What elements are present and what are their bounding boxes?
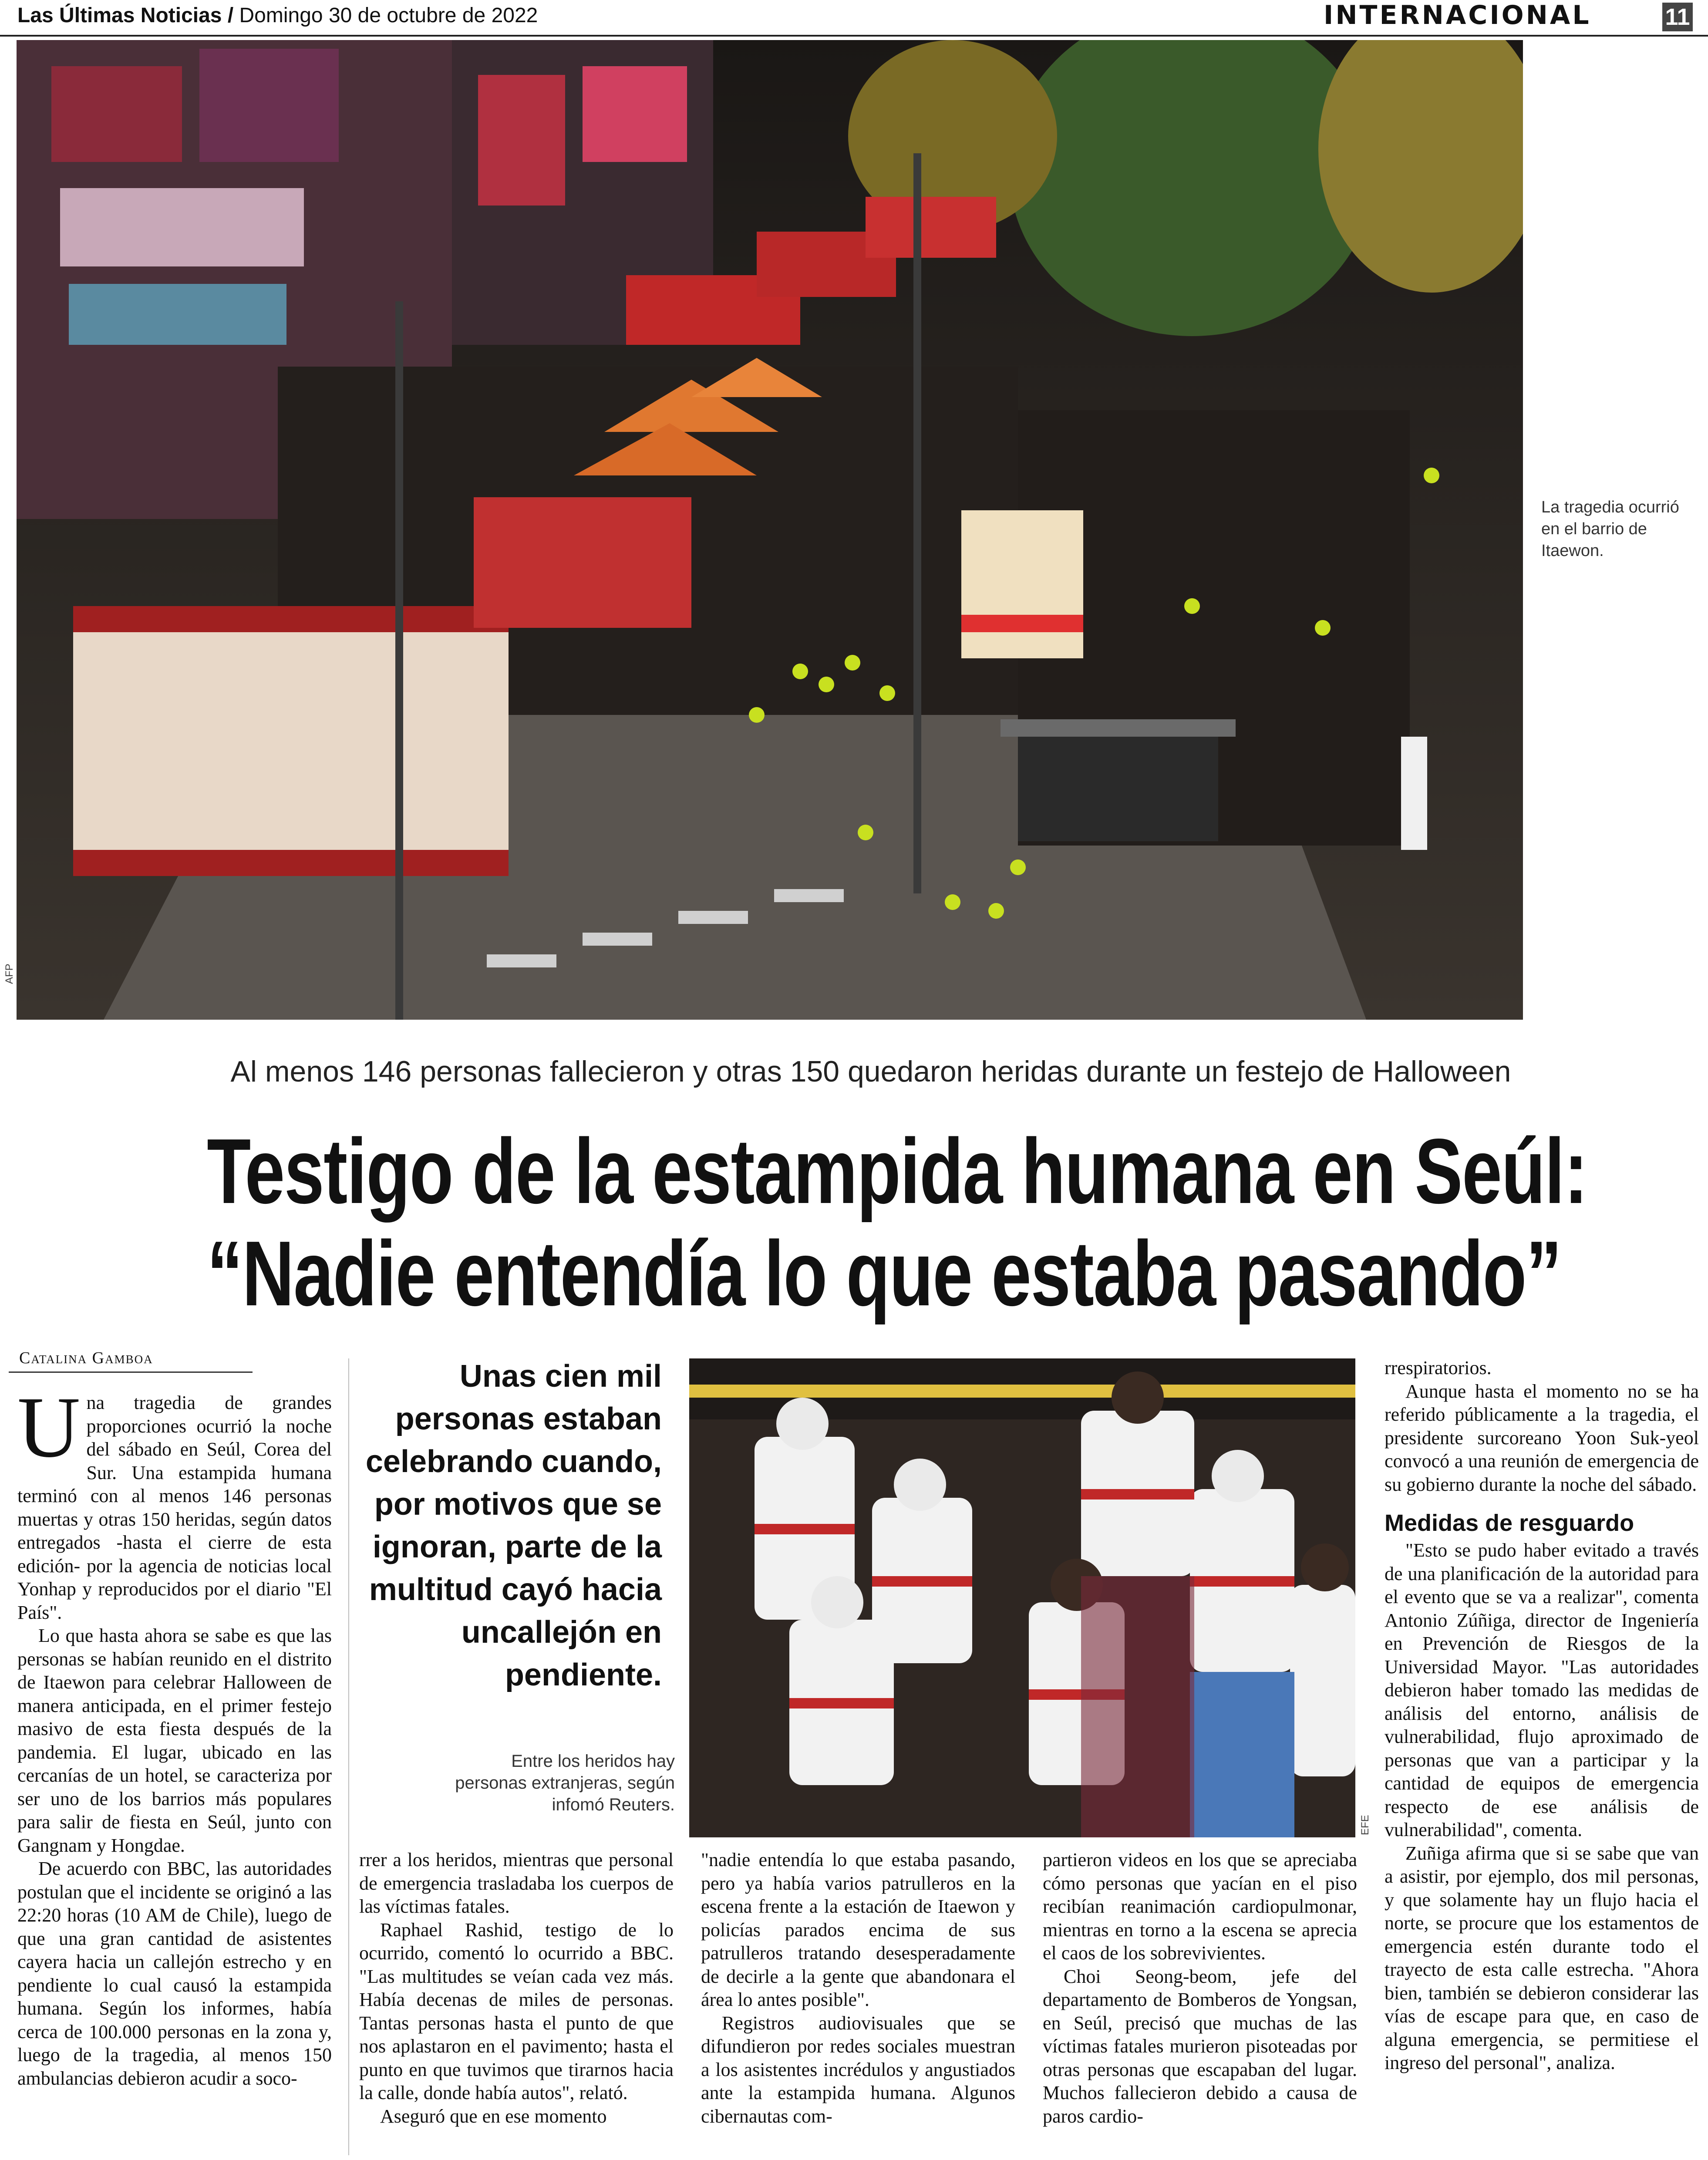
main-photo-credit: AFP xyxy=(3,964,15,984)
article-paragraph: Aseguró que en ese momento xyxy=(380,2105,607,2127)
header-separator: / xyxy=(222,4,239,27)
article-paragraph: De acuerdo con BBC, las autoridades postulan que el incidente se originó a las 22:20 horas (10 AM de Chile), luego de que una gran cantidad de asistentes cayera hacia un callejón estrecho y en pendiente lo cual causó la estampida humana. Según los informes, había cerca de 100.000 personas en la zona y, luego de la tragedia, al menos 150 ambulancias debieron acudir a soco- xyxy=(17,1858,332,2089)
article-paragraph: Choi Seong-beom, jefe del departamento de Bomberos de Yongsan, en Seúl, precisó que muchas de las víctimas fatales murieron pisoteadas por otras personas que escapaban del lugar. Muchos fallecieron debido a causa de paros cardio- xyxy=(1043,1965,1357,2127)
article-paragraph: Lo que hasta ahora se sabe es que las personas se habían reunido en el distrito de Itaewon para celebrar Halloween de manera anticipada, en el primer festejo masivo de esta fiesta después de la pandemia. El lugar, ubicado en las cercanías de un hotel, se caracteriza por ser uno de los barrios más populares para salir de fiesta en Seúl, junto con Gangnam y Hongdae. xyxy=(17,1625,332,1856)
article-paragraph: Aunque hasta el momento no se ha referido públicamente a la tragedia, el presidente surcoreano Yoon Suk-yeol convocó a una reunión de emergencia de su gobierno durante la noche del sábado. xyxy=(1385,1380,1699,1495)
article-paragraph: Una tragedia de grandes proporciones ocurrió la noche del sábado en Seúl, Corea del Sur. Una estampida humana terminó con al menos 146 personas muertas y otras 150 heridas, según datos entregados -hasta el cierre de esta edición- por la agencia de noticias local Yonhap y reproducidos por el diario "El País". xyxy=(17,1391,332,1623)
article-column-5 xyxy=(1385,1356,1699,2157)
headline-line-1: Testigo de la estampida humana en Seúl: xyxy=(207,1119,1587,1223)
header-rule xyxy=(0,35,1708,37)
headline xyxy=(24,1115,1687,1330)
second-photo xyxy=(689,1358,1355,1837)
second-photo-credit: EFE xyxy=(1359,1815,1371,1835)
article-column-1 xyxy=(17,1391,332,2157)
article-paragraph: Zuñiga afirma que si se sabe que van a asistir, por ejemplo, dos mil personas, y que solamente hay un flujo hacia el norte, se procure que los estamentos de emergencia estén durante todo el trayecto de esta calle estrecha. "Ahora bien, también se debieron considerar las vías de escape para que, en caso de alguna emergencia, se permitiese el ingreso del personal", analiza. xyxy=(1385,1842,1699,2073)
second-photo-illustration xyxy=(689,1358,1355,1837)
article-paragraph: Registros audiovisuales que se difundieron por redes sociales muestran a los asistentes incrédulos y angustiados ante la estampida humana. Algunos cibernautas com- xyxy=(701,2012,1015,2127)
article-paragraph: Raphael Rashid, testigo de lo ocurrido, comentó lo ocurrido a BBC. "Las multitudes se veían cada vez más. Había decenas de miles de personas. Tantas personas hasta el punto de que nos aplastaron en el pavimento; hasta el punto en que tuvimos que tirarnos hacia la calle, donde había autos", relató. xyxy=(359,1919,674,2103)
paper-name-and-date xyxy=(17,3,538,27)
article-column-3 xyxy=(701,1848,1015,2157)
page-number: 11 xyxy=(1662,3,1693,31)
column-rule xyxy=(348,1358,349,2155)
main-photo xyxy=(17,40,1523,1020)
paper-name: Las Últimas Noticias xyxy=(17,4,222,27)
second-photo-caption: Entre los heridos hay personas extranjeras, según infomó Reuters. xyxy=(455,1752,675,1814)
issue-date: Domingo 30 de octubre de 2022 xyxy=(239,4,538,27)
article-column-4 xyxy=(1043,1848,1357,2157)
main-photo-caption: La tragedia ocurrió en el barrio de Itaewon. xyxy=(1541,498,1679,560)
pull-quote: Unas cien mil personas estaban celebrando cuando, por motivos que se ignoran, parte de la multitud cayó hacia uncallejón en pendiente. xyxy=(365,1359,662,1692)
article-paragraph: partieron videos en los que se apreciaba cómo personas que yacían en el piso recibían reanimación cardiopulmonar, mientras en torno a la escena se aprecia el caos de los sobrevivientes. xyxy=(1043,1849,1357,1964)
article-subhead: Medidas de resguardo xyxy=(1385,1510,1634,1536)
drop-cap: U xyxy=(17,1391,81,1476)
headline-kicker: Al menos 146 personas fallecieron y otras 150 quedaron heridas durante un festejo de Halloween xyxy=(187,1043,1554,1100)
article-column-2 xyxy=(359,1848,674,2157)
page-header xyxy=(0,0,1708,34)
byline xyxy=(9,1339,253,1373)
article-paragraph: "nadie entendía lo que estaba pasando, pero ya había varios patrulleros en la escena frente a la estación de Itaewon y policías parados encima de sus patrulleros tratando desesperadamente de decirle a la gente que abandonara el área lo antes posible". xyxy=(701,1849,1015,2010)
article-paragraph: rrespiratorios. xyxy=(1385,1357,1492,1378)
article-paragraph: "Esto se pudo haber evitado a través de una planificación de la autoridad para el evento que se va a realizar", comenta Antonio Zúñiga, director de Ingeniería en Prevención de Riesgos de la Universidad Mayor. "Las autoridades debieron haber tomado las medidas de análisis del entorno, análisis de vulnerabilidad, flujo aproximado de personas que van a participar y la cantidad de equipos de emergencia respecto de ese análisis de vulnerabilidad", comenta. xyxy=(1385,1540,1699,1840)
byline-author: Catalina Gamboa xyxy=(19,1349,153,1367)
section-label: INTERNACIONAL xyxy=(1324,0,1591,30)
headline-line-2: “Nadie entendía lo que estaba pasando” xyxy=(207,1222,1562,1325)
article-paragraph: rrer a los heridos, mientras que personal de emergencia trasladaba los cuerpos de las víctimas fatales. xyxy=(359,1849,674,1917)
main-photo-illustration xyxy=(17,40,1523,1020)
